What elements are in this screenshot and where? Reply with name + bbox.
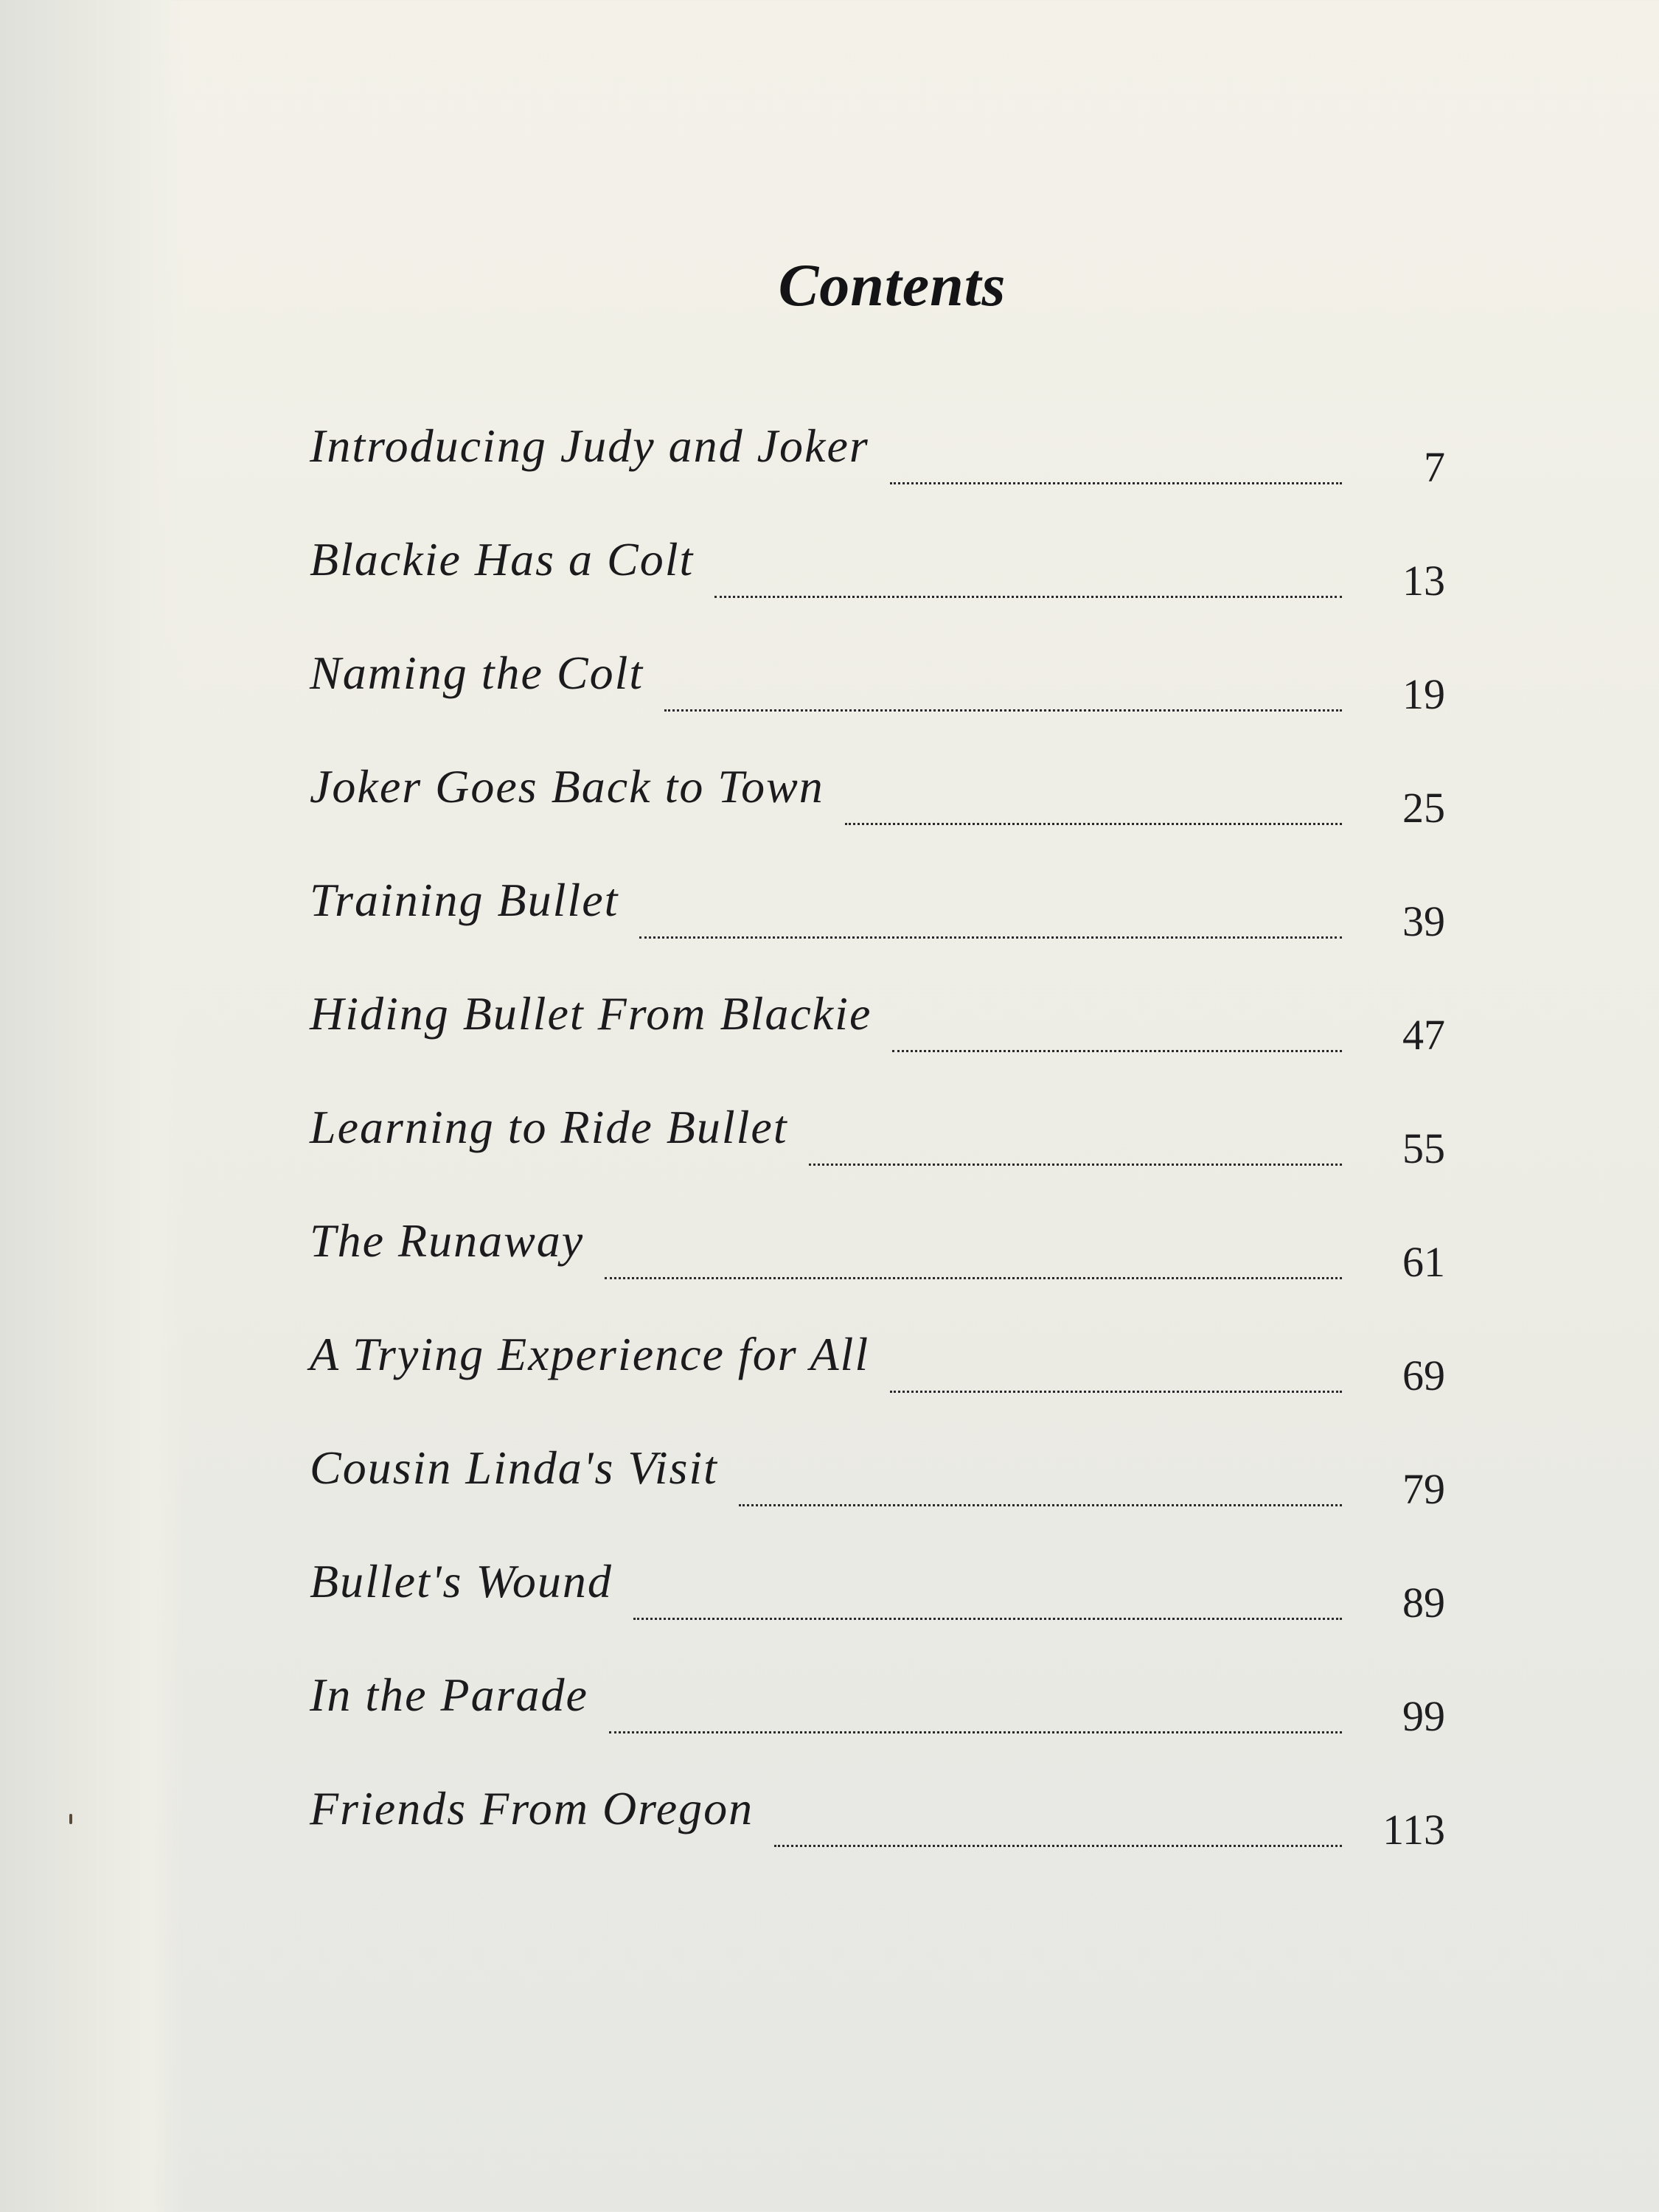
dot-leader (774, 1845, 1342, 1847)
dot-leader (890, 1391, 1342, 1393)
chapter-page-number: 19 (1402, 670, 1445, 718)
dot-leader (633, 1618, 1342, 1620)
chapter-title: Learning to Ride Bullet (310, 1101, 788, 1153)
toc-entry (310, 640, 1445, 754)
chapter-title: Bullet's Wound (310, 1555, 613, 1607)
chapter-title: Cousin Linda's Visit (310, 1441, 718, 1494)
chapter-page-number: 89 (1402, 1579, 1445, 1627)
toc-entry (310, 413, 1445, 526)
chapter-title: Friends From Oregon (310, 1782, 754, 1834)
dot-leader (714, 596, 1342, 598)
toc-entry (310, 867, 1445, 981)
chapter-title: The Runaway (310, 1214, 585, 1267)
chapter-page-number: 39 (1402, 897, 1445, 945)
chapter-title: A Trying Experience for All (310, 1328, 870, 1380)
dot-leader (605, 1277, 1342, 1279)
dot-leader (809, 1164, 1342, 1166)
chapter-title: Introducing Judy and Joker (310, 420, 869, 472)
toc-entry (310, 1548, 1445, 1662)
dot-leader (664, 709, 1342, 712)
chapter-page-number: 69 (1402, 1352, 1445, 1399)
paper-speck (69, 1814, 72, 1824)
toc-entry (310, 1321, 1445, 1435)
chapter-page-number: 47 (1402, 1011, 1445, 1059)
dot-leader (609, 1731, 1342, 1733)
chapter-title: Training Bullet (310, 874, 619, 926)
toc-entry (310, 1775, 1445, 1889)
chapter-title: Joker Goes Back to Town (310, 760, 824, 813)
toc-entry (310, 981, 1445, 1094)
chapter-page-number: 113 (1382, 1806, 1445, 1854)
chapter-title: Blackie Has a Colt (310, 533, 695, 585)
chapter-page-number: 7 (1424, 443, 1445, 491)
toc-entry (310, 1208, 1445, 1321)
chapter-page-number: 55 (1402, 1124, 1445, 1172)
chapter-page-number: 25 (1402, 784, 1445, 832)
toc-entry (310, 1094, 1445, 1208)
dot-leader (845, 823, 1342, 825)
chapter-title: Naming the Colt (310, 647, 644, 699)
dot-leader (892, 1050, 1342, 1052)
page-title: Contents (778, 251, 1006, 319)
toc-entry (310, 754, 1445, 867)
chapter-page-number: 61 (1402, 1238, 1445, 1286)
chapter-page-number: 99 (1402, 1692, 1445, 1740)
dot-leader (639, 936, 1342, 939)
table-of-contents (310, 413, 1445, 1889)
chapter-title: In the Parade (310, 1669, 588, 1721)
chapter-page-number: 13 (1402, 557, 1445, 605)
dot-leader (890, 482, 1342, 484)
toc-entry (310, 526, 1445, 640)
dot-leader (739, 1504, 1342, 1506)
chapter-page-number: 79 (1402, 1465, 1445, 1513)
toc-entry (310, 1435, 1445, 1548)
toc-entry (310, 1662, 1445, 1775)
chapter-title: Hiding Bullet From Blackie (310, 987, 872, 1040)
